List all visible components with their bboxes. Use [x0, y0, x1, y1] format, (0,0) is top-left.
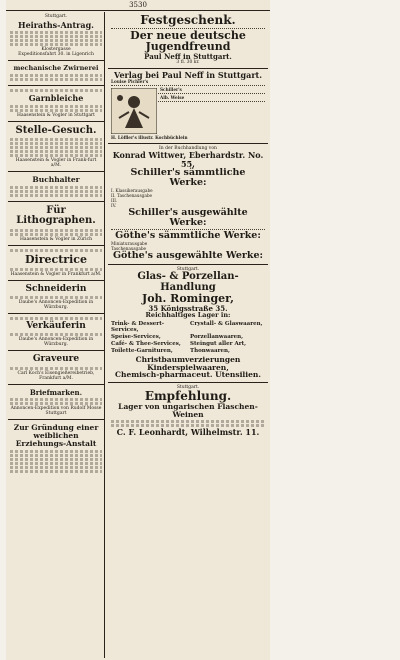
product-right: Steingut aller Art, — [190, 340, 247, 347]
product-grid — [111, 321, 265, 354]
ad-heading: Heiraths-Antrag. — [18, 20, 94, 30]
ad-heading: Buchhalter — [32, 175, 80, 185]
ad-footer: C. F. Leonhardt, Wilhelmstr. 11. — [116, 426, 260, 437]
ad-place: Stuttgart. — [44, 14, 68, 19]
item: II. Taschenausgabe — [111, 193, 152, 199]
section-goethe-saemmtliche: Göthe's sämmtliche Werke: — [115, 230, 261, 242]
ad-bottom-2: Kinderspielwaaren, — [147, 362, 229, 372]
ad-place: Stuttgart. — [176, 267, 200, 273]
ad-garnbleiche — [8, 86, 104, 121]
section-schiller-ausgewaehlte: Schiller's ausgewählte Werke: — [128, 207, 248, 229]
ad-bottom-3: Chemisch-pharmaceut. Utensilien. — [115, 370, 261, 380]
ad-graveure — [8, 351, 104, 384]
ad-address: 35 Königsstraße 35. — [148, 303, 228, 313]
newspaper-page — [6, 0, 270, 660]
ad-name-1: Louise Pichler's — [111, 79, 149, 85]
ad-heiraths-antrag — [8, 12, 104, 61]
left-column — [8, 12, 105, 658]
ad-stelle-gesuch — [8, 122, 104, 173]
ad-briefmarken — [8, 385, 104, 420]
ad-zwirnerei — [8, 61, 104, 86]
ad-bottom-1: Christbaumverzierungen — [135, 354, 241, 364]
ad-heading: Schneiderin — [25, 283, 87, 294]
product-left: Toilette-Garnituren, — [111, 347, 173, 354]
ad-heading: mechanische Zwirnerei — [13, 64, 99, 73]
ad-heading: Für Lithographen. — [16, 204, 96, 227]
ad-name: Joh. Rominger, — [141, 292, 234, 306]
ad-title: Verlag bei Paul Neff in Stuttgart. — [113, 70, 263, 81]
ad-firm: Annoncen-Expedition von Rudolf Mosse — [10, 406, 102, 412]
ad-heading: Garnbleiche — [28, 93, 84, 104]
product-right: Thonwaaren, — [190, 347, 230, 354]
ad-buchhalter — [8, 172, 104, 202]
ad-title: Empfehlung. — [144, 389, 232, 404]
ad-firm: Daube's Annoncen-Expedition in Würzburg. — [18, 337, 94, 348]
ad-heading: Graveure — [32, 354, 80, 365]
ad-name-4: H. Löffler's illustr. Kochbüchlein — [111, 135, 188, 141]
product-left: Speise-Services, — [111, 333, 161, 340]
ad-footer: Expeditionsfahrt 30. in Ligenrich — [18, 52, 94, 58]
ad-signature: Klostergasse — [41, 47, 71, 53]
ad-subtitle: Reichhaltiges Lager in: — [145, 310, 231, 319]
ad-firm: Daube's Annoncen-Expedition in Würzburg. — [18, 299, 94, 310]
ad-wittwer — [108, 144, 268, 265]
item: Taschenausgabe — [111, 246, 147, 252]
ad-lithographen — [8, 202, 104, 246]
woodcut-illustration — [111, 88, 157, 134]
page-header — [6, 0, 270, 11]
ad-title: Festgeschenk. — [140, 13, 236, 27]
ad-firm: Haasenstein & Vogler in Frank-furt a/M. — [15, 158, 97, 169]
ad-paul-neff — [108, 69, 268, 144]
ad-schneiderin — [8, 281, 104, 314]
ad-rominger — [108, 265, 268, 383]
item: IV. — [111, 203, 117, 209]
ad-erziehungs-anstalt — [8, 420, 104, 477]
item: I. Klassikerausgabe — [111, 188, 153, 194]
ad-headline-1: Der neue deutsche — [130, 28, 246, 42]
section-schiller-saemmtliche: Schiller's sämmtliche Werke: — [130, 167, 246, 189]
ad-price: 3 fl. 30 kr. — [176, 60, 200, 66]
ad-directrice — [8, 246, 104, 281]
ad-firm: Haasenstein & Vogler in Zürich — [19, 236, 93, 242]
ad-place: Stuttgart. — [176, 385, 200, 391]
ad-firm: Konrad Wittwer, Eberhardstr. No. 55, — [112, 150, 264, 169]
ad-title: Glas- & Porzellan-Handlung — [137, 271, 239, 293]
item: Miniaturausgabe — [111, 241, 148, 247]
ad-heading: Briefmarken. — [29, 387, 83, 397]
right-column — [108, 12, 268, 658]
ad-verkaeuferin — [8, 314, 104, 351]
ad-firm: Haasenstein & Vogler in Stuttgart — [17, 112, 95, 118]
ad-line: Lager von ungarischen Flaschen-Weinen — [118, 401, 258, 419]
ad-heading: Directrice — [25, 252, 87, 266]
product-right: Crystall- & Glaswaaren, — [190, 320, 263, 327]
ad-empfehlung — [108, 383, 268, 439]
product-right: Porzellanwaaren, — [190, 333, 244, 340]
ad-heading: Stelle-Gesuch. — [15, 124, 97, 136]
ad-heading: Zur Gründung einer weiblichen Erziehungs-Anstalt — [13, 423, 99, 448]
ad-heading: Verkäuferin — [26, 320, 86, 331]
product-left: Trink- & Dessert-Services, — [111, 320, 165, 333]
ad-firm: Haasenstein & Vogler in Frankfurt a/M. — [10, 271, 102, 277]
item: III. — [111, 198, 118, 204]
product-left: Café- & Thee-Services, — [111, 340, 181, 347]
ad-place: Stuttgart — [45, 411, 67, 417]
ad-publisher: Paul Neff in Stuttgart. — [144, 51, 232, 61]
ad-name-3: Alb. Weise — [160, 95, 185, 101]
ad-name-2: Schiller's — [160, 87, 182, 93]
ad-festgeschenk — [108, 12, 268, 69]
ad-firm: Carl Koch's Eisengießereibetrieb, Frankfurt a/M. — [17, 370, 95, 381]
page-number: 3530 — [129, 1, 147, 9]
ad-line: In der Buchhandlung von — [159, 146, 217, 152]
section-goethe-ausgewaehlte: Göthe's ausgewählte Werke: — [112, 250, 264, 262]
ad-headline-2: Jugendfreund — [145, 40, 231, 54]
